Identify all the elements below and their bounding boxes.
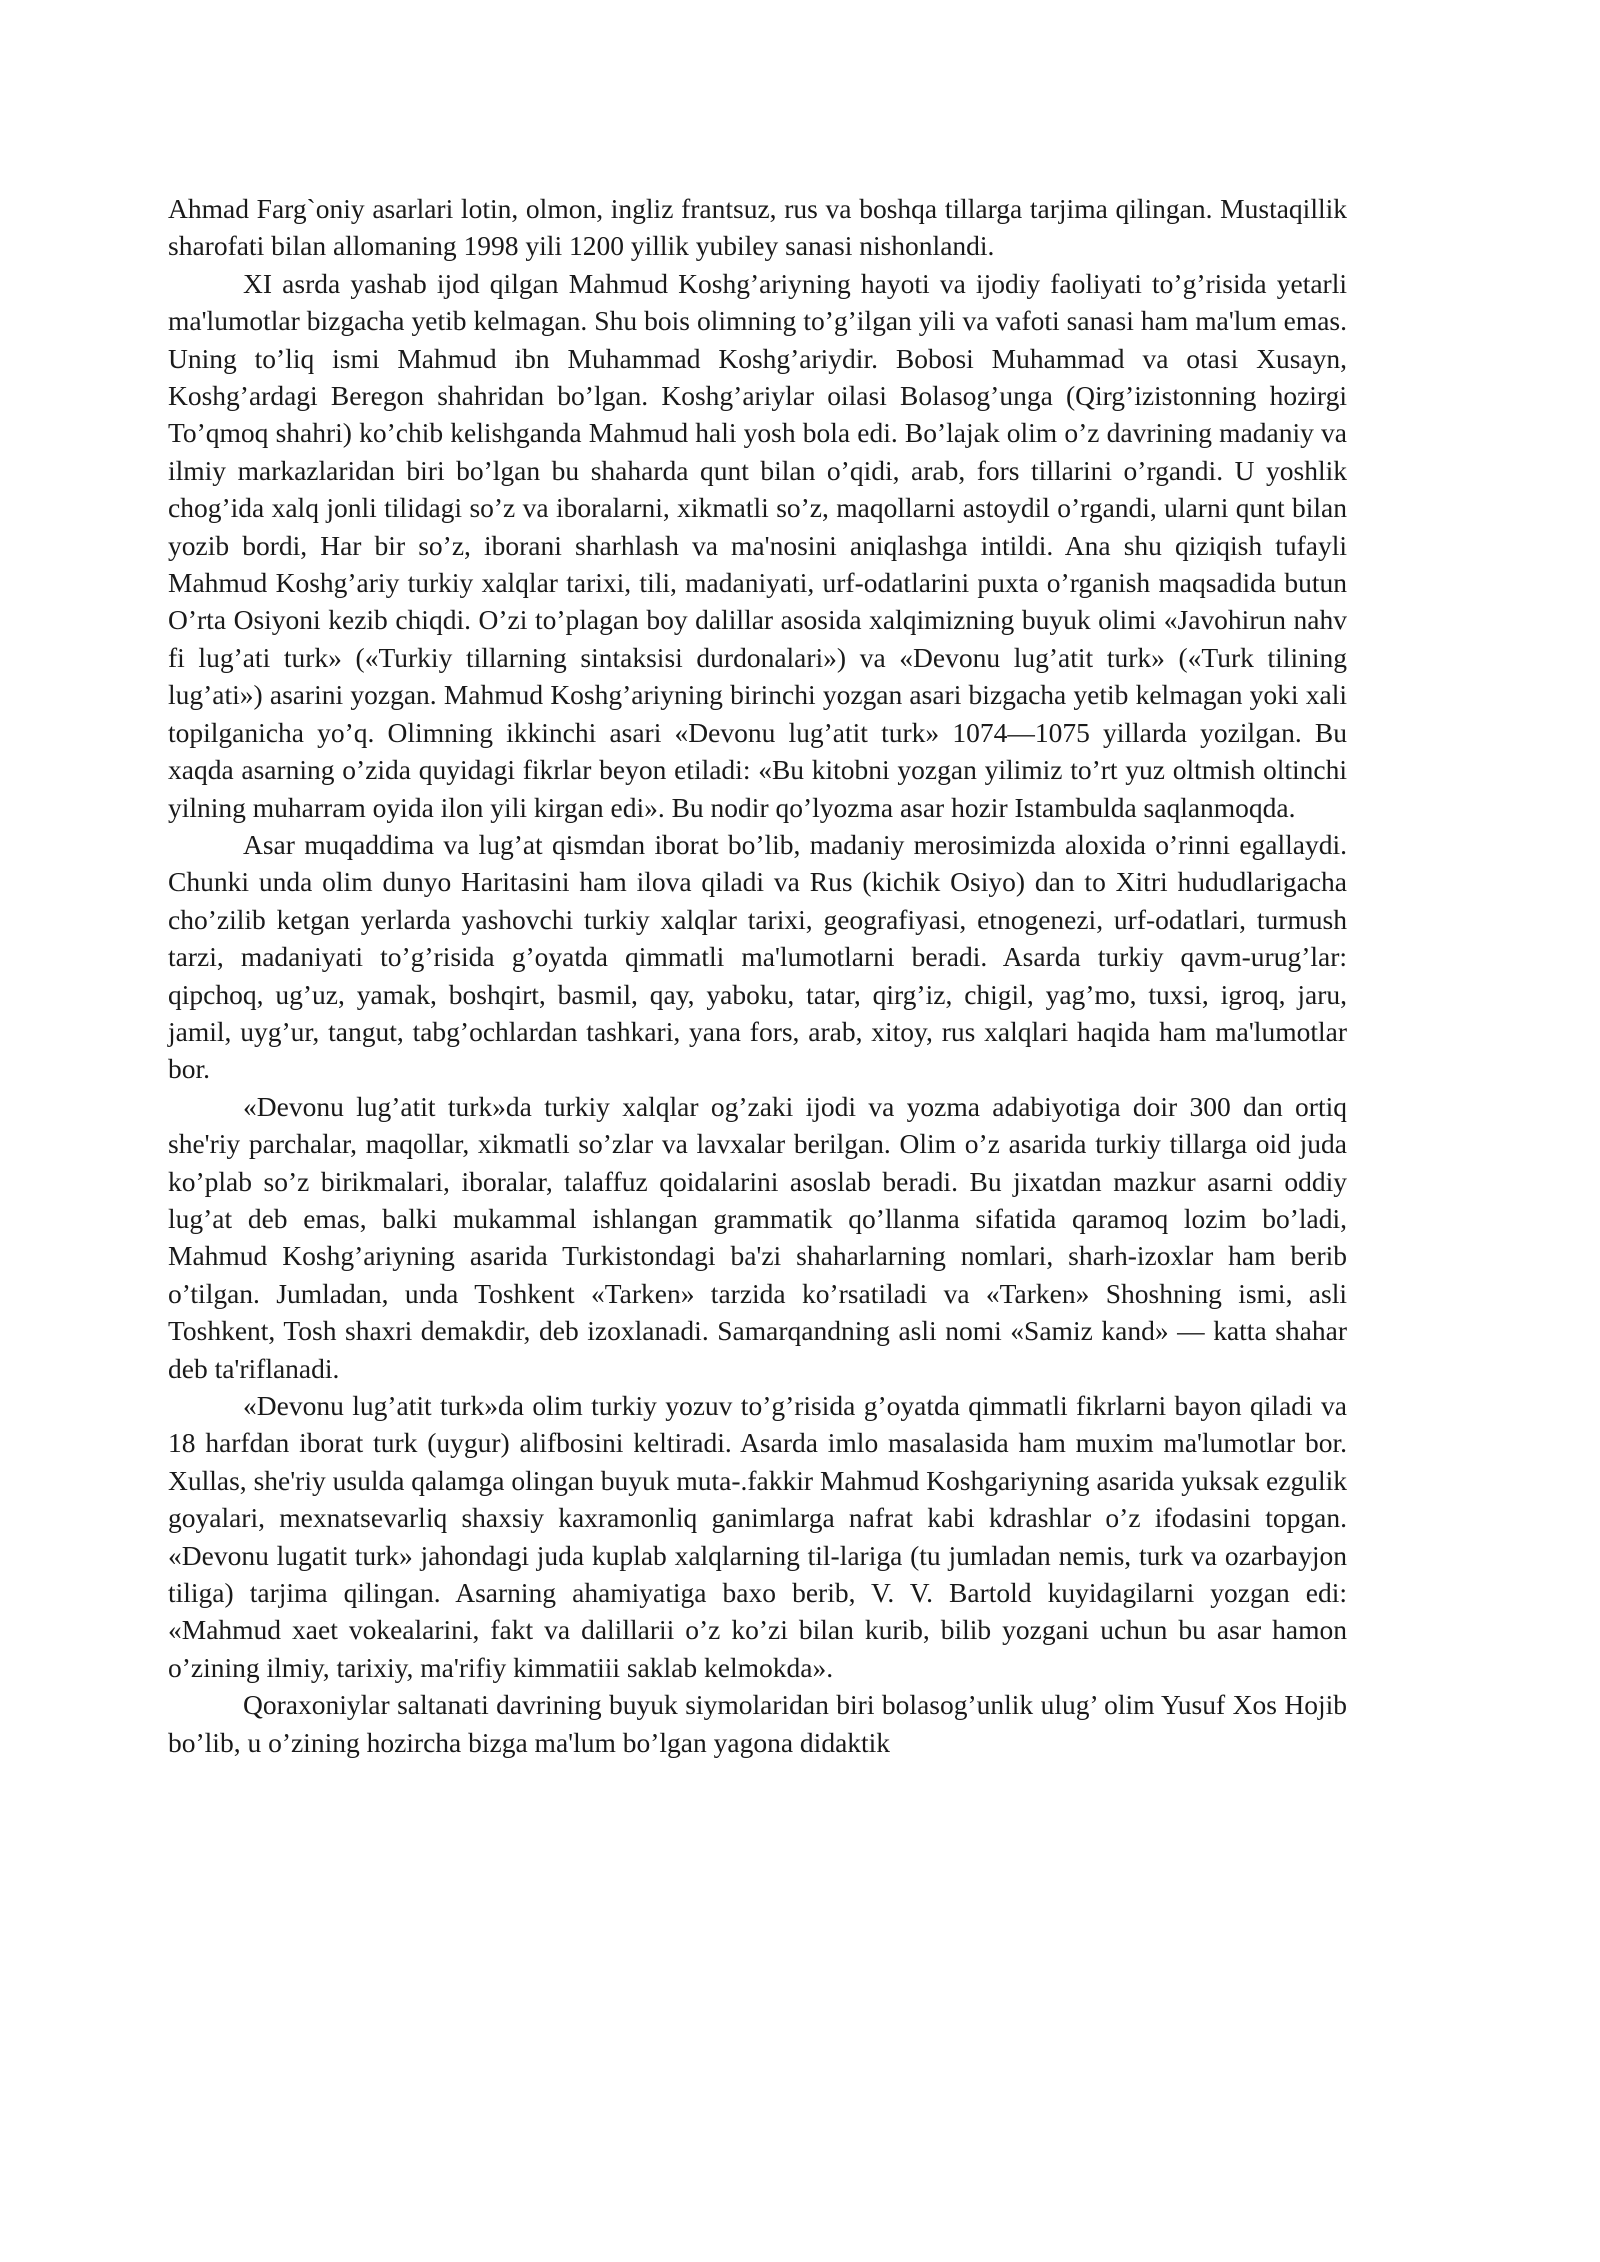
- paragraph-4: «Devonu lug’atit turk»da turkiy xalqlar og’zaki ijodi va yozma adabiyotiga doir 300 dan ortiq she'riy parchalar, maqollar, xikmatli so’zlar va lavxalar berilgan. Olim o’z asarida turkiy tillarga oid juda ko’plab so’z birikmalari, iboralar, talaffuz qoidalarini asoslab beradi. Bu jixatdan mazkur asarni oddiy lug’at deb emas, balki mukammal ishlangan grammatik qo’llanma sifatida qaramoq lozim bo’ladi, Mahmud Koshg’ariyning asarida Turkistondagi ba'zi shaharlarning nomlari, sharh-izoxlar ham berib o’tilgan. Jumladan, unda Toshkent «Tarken» tarzida ko’rsatiladi va «Tarken» Shoshning ismi, asli Toshkent, Tosh shaxri demakdir, deb izoxlanadi. Samarqandning asli nomi «Samiz kand» — katta shahar deb ta'riflanadi.: [168, 1090, 1347, 1384]
- paragraph-6: Qoraxoniylar saltanati davrining buyuk siymolaridan biri bolasog’unlik ulug’ olim Yusuf Xos Hojib bo’lib, u o’zining hozircha bizga ma'lum bo’lgan yagona didaktik: [168, 1689, 1347, 1758]
- paragraph-1: Ahmad Farg`oniy asarlari lotin, olmon, ingliz frantsuz, rus va boshqa tillarga tarjima qilingan. Mustaqillik sharofati bilan allomaning 1998 yili 1200 yillik yubiley sanasi nishonlandi.: [168, 193, 1347, 262]
- paragraph-5: «Devonu lug’atit turk»da olim turkiy yozuv to’g’risida g’oyatda qimmatli fikrlarni bayon qiladi va 18 harfdan iborat turk (uygur) alifbosini keltiradi. Asarda imlo masalasida ham muxim ma'lumotlar bor. Xullas, she'riy usulda qalamga olingan buyuk muta-.fakkir Mahmud Koshgariyning asarida yuksak ezgulik goyalari, mexnatsevarliq shaxsiy kaxramonliq ganimlarga nafrat kabi kdrashlar o’z ifodasini topgan. «Devonu lugatit turk» jahondagi juda kuplab xalqlarning til-lariga (tu jumladan nemis, turk va ozarbayjon tiliga) tarjima qilingan. Asarning ahamiyatiga baxo berib, V. V. Bartold kuyidagilarni yozgan edi: «Mahmud xaet vokealarini, fakt va dalillarii o’z ko’zi bilan kurib, bilib yozgani uchun bu asar hamon o’zining ilmiy, tarixiy, ma'rifiy kimmatiii saklab kelmokda».: [168, 1390, 1347, 1683]
- paragraph-2: XI asrda yashab ijod qilgan Mahmud Koshg’ariyning hayoti va ijodiy faoliyati to’g’risida yetarli ma'lumotlar bizgacha yetib kelmagan. Shu bois olimning to’g’ilgan yili va vafoti sanasi ham ma'lum emas. Uning to’liq ismi Mahmud ibn Muhammad Koshg’ariydir. Bobosi Muhammad va otasi Xusayn, Koshg’ardagi Beregon shahridan bo’lgan. Koshg’ariylar oilasi Bolasog’unga (Qirg’izistonning hozirgi To’qmoq shahri) ko’chib kelishganda Mahmud hali yosh bola edi. Bo’lajak olim o’z davrining madaniy va ilmiy markazlaridan biri bo’lgan bu shaharda qunt bilan o’qidi, arab, fors tillarini o’rgandi. U yoshlik chog’ida xalq jonli tilidagi so’z va iboralarni, xikmatli so’z, maqollarni astoydil o’rgandi, ularni qunt bilan yozib bordi, Har bir so’z, iborani sharhlash va ma'nosini aniqlashga intildi. Ana shu qiziqish tufayli Mahmud Koshg’ariy turkiy xalqlar tarixi, tili, madaniyati, urf-odatlarini puxta o’rganish maqsadida butun O’rta Osiyoni kezib chiqdi. O’zi to’plagan boy dalillar asosida xalqimizning buyuk olimi «Javohirun nahv fi lug’ati turk» («Turkiy tillarning sintaksisi durdonalari») va «Devonu lug’atit turk» («Turk tilining lug’ati») asarini yozgan. Mahmud Koshg’ariyning birinchi yozgan asari bizgacha yetib kelmagan yoki xali topilganicha yo’q. Olimning ikkinchi asari «Devonu lug’atit turk» 1074—1075 yillarda yozilgan. Bu xaqda asarning o’zida quyidagi fikrlar beyon etiladi: «Bu kitobni yozgan yilimiz to’rt yuz oltmish oltinchi yilning muharram oyida ilon yili kirgan edi». Bu nodir qo’lyozma asar hozir Istambulda saqlanmoqda.: [168, 267, 1347, 823]
- paragraph-3: Asar muqaddima va lug’at qismdan iborat bo’lib, madaniy merosimizda aloxida o’rinni egallaydi. Chunki unda olim dunyo Haritasini ham ilova qiladi va Rus (kichik Osiyo) dan to Xitri hududlarigacha cho’zilib ketgan yerlarda yashovchi turkiy xalqlar tarixi, geografiyasi, etnogenezi, urf-odatlari, turmush tarzi, madaniyati to’g’risida g’oyatda qimmatli ma'lumotlarni beradi. Asarda turkiy qavm-urug’lar: qipchoq, ug’uz, yamak, boshqirt, basmil, qay, yaboku, tatar, qirg’iz, chigil, yag’mo, tuxsi, igroq, jaru, jamil, uyg’ur, tangut, tabg’ochlardan tashkari, yana fors, arab, xitoy, rus xalqlari haqida ham ma'lumotlar bor.: [168, 828, 1347, 1085]
- document-page: [168, 190, 1347, 1761]
